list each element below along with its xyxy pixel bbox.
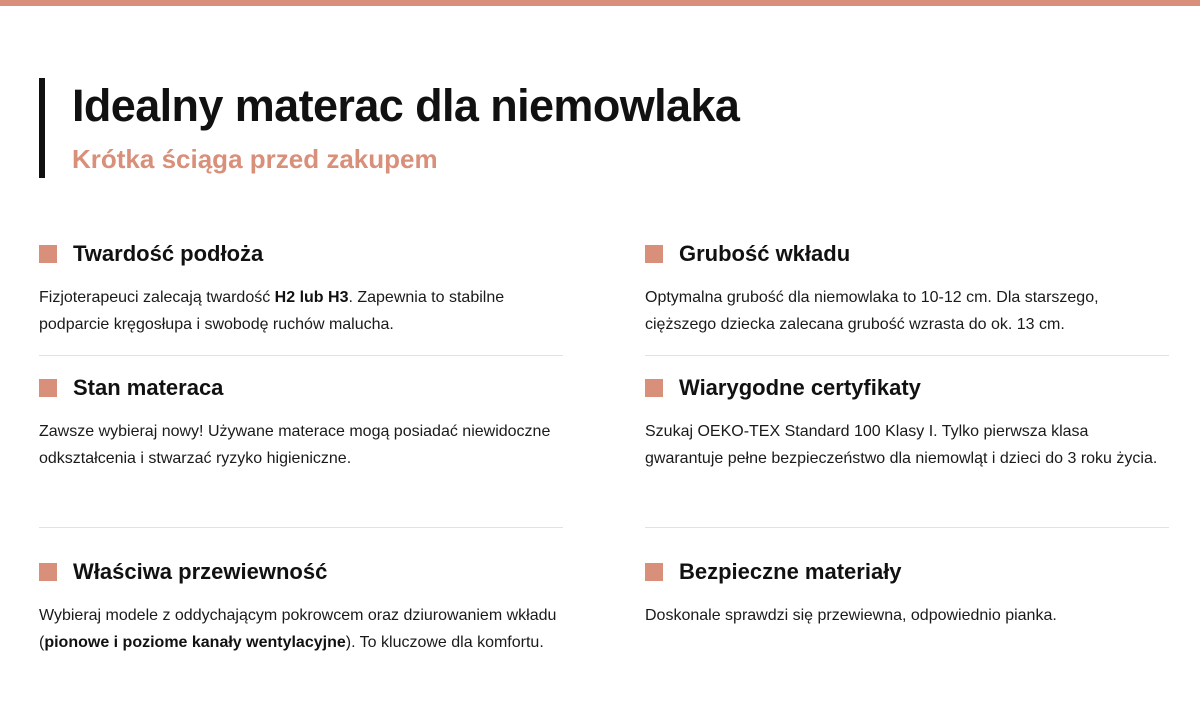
page-header <box>39 78 739 178</box>
section-body: Zawsze wybieraj nowy! Używane materace mogą posiadać niewidoczne odkształcenia i stwarzać ryzyko higieniczne. <box>39 423 551 467</box>
body-bold-text: pionowe i poziome kanały wentylacyjne <box>44 634 346 651</box>
tips-column-left <box>39 228 563 688</box>
body-text: ). To kluczowe dla komfortu. <box>345 634 544 651</box>
section-body: Szukaj OEKO-TEX Standard 100 Klasy I. Tylko pierwsza klasa gwarantuje pełne bezpieczeństwo dla niemowląt i dzieci do 3 roku życia. <box>645 423 1158 467</box>
section-heading <box>645 242 1169 266</box>
section-body: Doskonale sprawdzi się przewiewna, odpowiednio pianka. <box>645 607 1057 624</box>
section-firmness <box>39 228 563 356</box>
section-certificates <box>645 356 1169 528</box>
section-body <box>39 602 563 656</box>
tips-column-right <box>645 228 1169 688</box>
body-text: Fizjoterapeuci zalecają twardość <box>39 289 275 306</box>
square-bullet-icon <box>645 379 663 397</box>
section-heading <box>645 560 1169 584</box>
square-bullet-icon <box>39 563 57 581</box>
body-text: Wybieraj modele z oddychającym pokrowcem oraz dziurowaniem wkładu ( <box>39 607 557 651</box>
body-text: . Zapewnia to stabilne podparcie kręgosłupa i swobodę ruchów malucha. <box>39 289 505 333</box>
top-accent-bar <box>0 0 1200 6</box>
square-bullet-icon <box>645 245 663 263</box>
body-bold-text: H2 lub H3 <box>274 289 349 306</box>
section-thickness <box>645 228 1169 356</box>
page-subtitle: Krótka ściąga przed zakupem <box>72 144 438 174</box>
page-title: Idealny materac dla niemowlaka <box>72 80 740 131</box>
section-heading <box>39 376 563 400</box>
square-bullet-icon <box>39 245 57 263</box>
section-breathability <box>39 528 563 688</box>
section-title: Stan materaca <box>73 375 224 400</box>
section-title: Twardość podłoża <box>73 241 264 266</box>
square-bullet-icon <box>39 379 57 397</box>
section-materials <box>645 528 1169 688</box>
section-heading <box>39 560 563 584</box>
section-title: Bezpieczne materiały <box>679 559 902 584</box>
section-body <box>39 284 563 338</box>
section-title: Wiarygodne certyfikaty <box>679 375 921 400</box>
section-heading <box>39 242 563 266</box>
section-condition <box>39 356 563 528</box>
square-bullet-icon <box>645 563 663 581</box>
section-heading <box>645 376 1169 400</box>
section-title: Właściwa przewiewność <box>73 559 328 584</box>
section-body: Optymalna grubość dla niemowlaka to 10-12 cm. Dla starszego, cięższego dziecka zalecana grubość wzrasta do ok. 13 cm. <box>645 289 1099 333</box>
section-title: Grubość wkładu <box>679 241 851 266</box>
